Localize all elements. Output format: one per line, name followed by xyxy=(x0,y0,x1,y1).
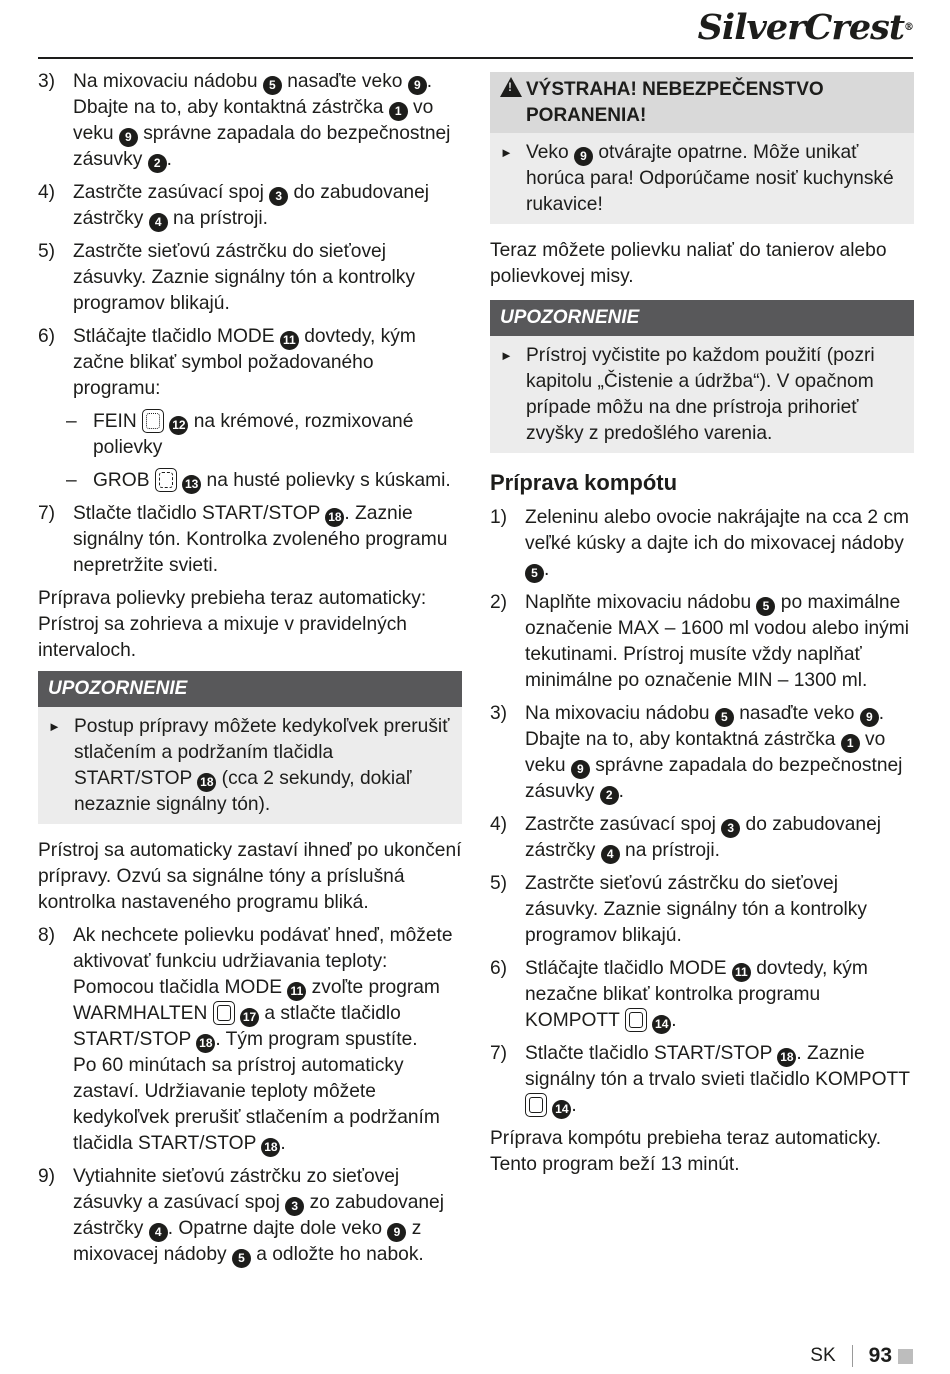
callout-number: 9 xyxy=(119,128,138,147)
callout-number: 13 xyxy=(182,475,201,494)
callout-number: 4 xyxy=(149,1223,168,1242)
callout-number: 5 xyxy=(263,76,282,95)
arrow-bullet-icon: ► xyxy=(48,719,61,734)
callout-number: 2 xyxy=(148,154,167,173)
paragraph: Teraz môžete polievku naliať do tanierov alebo polievkovej misy. xyxy=(490,240,887,287)
paragraph: Príprava kompótu prebieha teraz automaticky. Tento program beží 13 minút. xyxy=(490,1128,882,1175)
warning-triangle-icon xyxy=(500,77,522,97)
sub-list-item: – FEIN 12 na krémové, rozmixované polievky xyxy=(66,411,414,458)
page-marker-square xyxy=(898,1349,913,1364)
sub-list-item: – GROB 13 na husté polievky s kúskami. xyxy=(66,468,462,494)
notice-box: UPOZORNENIE ► Prístroj vyčistite po každom použití (pozri kapitolu „Čistenie a údržba“). V opačnom prípade môžu na dne prístroja prihorieť zvyšky z predošlého varenia. xyxy=(490,300,914,453)
notice-title: UPOZORNENIE xyxy=(38,671,462,707)
list-item: 7) Stlačte tlačidlo START/STOP 18 . Zaznie signálny tón. Kontrolka zvoleného programu nepretržite svieti. xyxy=(38,503,448,576)
callout-number: 12 xyxy=(169,416,188,435)
list-item: 2) Naplňte mixovaciu nádobu 5 po maximálne označenie MAX – 1600 ml vodou alebo inými tekutinami. Prístroj musíte vždy naplňať minimálne po označenie MIN – 1300 ml. xyxy=(490,592,909,691)
callout-number: 18 xyxy=(196,1034,215,1053)
header-rule xyxy=(38,57,913,59)
callout-number: 17 xyxy=(240,1008,259,1027)
page-number: 93 xyxy=(868,1344,892,1367)
callout-number: 18 xyxy=(197,773,216,792)
grob-program-icon xyxy=(155,468,177,492)
callout-number: 11 xyxy=(287,982,306,1001)
kompott-program-icon xyxy=(625,1008,647,1032)
callout-number: 9 xyxy=(408,76,427,95)
callout-number: 9 xyxy=(860,708,879,727)
callout-number: 1 xyxy=(841,734,860,753)
callout-number: 4 xyxy=(601,845,620,864)
warmhalten-program-icon xyxy=(213,1001,235,1025)
list-item: 5) Zastrčte sieťovú zástrčku do sieťovej zásuvky. Zaznie signálny tón a kontrolky programov blikajú. xyxy=(490,873,867,946)
list-item: 8) Ak nechcete polievku podávať hneď, môžete aktivovať funkciu udržiavania teploty: Pomocou tlačidla MODE 11 zvoľte program WARMHALTEN 17 a stlačte tlačidlo START/STOP 18 . Tým program spustíte. Po 60 minútach sa prístroj automaticky zastaví. Udržiavanie teploty môžete kedykoľvek prerušiť stlačením a podržaním tlačidla START/STOP 18 . xyxy=(38,923,462,1157)
paragraph: Príprava polievky prebieha teraz automaticky: Prístroj sa zohrieva a mixuje v pravidelných intervaloch. xyxy=(38,588,427,661)
list-item: 4) Zastrčte zasúvací spoj 3 do zabudovanej zástrčky 4 na prístroji. xyxy=(490,812,914,864)
footer-divider xyxy=(852,1345,853,1367)
notice-title: UPOZORNENIE xyxy=(490,300,914,336)
callout-number: 18 xyxy=(261,1138,280,1157)
callout-number: 2 xyxy=(600,786,619,805)
list-item: 3) Na mixovaciu nádobu 5 nasaďte veko 9 . Dbajte na to, aby kontaktná zástrčka 1 vo veku 9 správne zapadala do bezpečnostnej zásuvky 2 . xyxy=(38,69,462,173)
list-item: 6) Stláčajte tlačidlo MODE 11 dovtedy, kým nezačne blikať kontrolka programu KOMPOTT 14 . xyxy=(490,956,914,1034)
section-heading: Príprava kompótu xyxy=(490,470,678,495)
list-item: 1) Zeleninu alebo ovocie nakrájajte na cca 2 cm veľké kúsky a dajte ich do mixovacej nádoby 5 . xyxy=(490,505,914,583)
list-item: 9) Vytiahnite sieťovú zástrčku zo sieťovej zásuvky a zasúvací spoj 3 zo zabudovanej zástrčky 4 . Opatrne dajte dole veko 9 z mixovacej nádoby 5 a odložte ho nabok. xyxy=(38,1164,462,1268)
callout-number: 1 xyxy=(389,102,408,121)
list-item: 5) Zastrčte sieťovú zástrčku do sieťovej zásuvky. Zaznie signálny tón a kontrolky programov blikajú. xyxy=(38,241,415,314)
brand-logo: SilverCrest® xyxy=(697,7,913,48)
arrow-bullet-icon: ► xyxy=(500,145,513,160)
callout-number: 18 xyxy=(777,1048,796,1067)
callout-number: 11 xyxy=(280,331,299,350)
callout-number: 5 xyxy=(232,1249,251,1268)
callout-number: 9 xyxy=(571,760,590,779)
kompott-program-icon xyxy=(525,1093,547,1117)
list-item: 4) Zastrčte zasúvací spoj 3 do zabudovanej zástrčky 4 na prístroji. xyxy=(38,180,462,232)
language-code: SK xyxy=(810,1345,836,1366)
callout-number: 5 xyxy=(715,708,734,727)
callout-number: 4 xyxy=(149,213,168,232)
list-item: 7) Stlačte tlačidlo START/STOP 18 . Zaznie signálny tón a trvalo svieti tlačidlo KOMPOTT 14 . xyxy=(490,1041,914,1119)
callout-number: 5 xyxy=(756,597,775,616)
callout-number: 5 xyxy=(525,564,544,583)
callout-number: 14 xyxy=(652,1015,671,1034)
list-item: 3) Na mixovaciu nádobu 5 nasaďte veko 9 . Dbajte na to, aby kontaktná zástrčka 1 vo veku 9 správne zapadala do bezpečnostnej zásuvky 2 . xyxy=(490,701,914,805)
right-column xyxy=(490,69,914,1185)
callout-number: 3 xyxy=(721,819,740,838)
callout-number: 3 xyxy=(285,1197,304,1216)
callout-number: 9 xyxy=(574,147,593,166)
warning-box: !VÝSTRAHA! NEBEZPEČENSTVO PORANENIA! ► Veko 9 otvárajte opatrne. Môže unikať horúca para! Odporúčame nosiť kuchynské rukavice! xyxy=(490,72,914,224)
notice-box: UPOZORNENIE ► Postup prípravy môžete kedykoľvek prerušiť stlačením a podržaním tlačidla START/STOP 18 (cca 2 sekundy, dokiaľ nezaznie signálny tón). xyxy=(38,671,462,824)
callout-number: 3 xyxy=(269,187,288,206)
left-column xyxy=(38,69,462,1275)
list-item: 6) Stláčajte tlačidlo MODE 11 dovtedy, kým začne blikať symbol požadovaného programu: xyxy=(38,326,416,399)
callout-number: 9 xyxy=(387,1223,406,1242)
callout-number: 18 xyxy=(325,508,344,527)
fein-program-icon xyxy=(142,409,164,433)
page-footer xyxy=(810,1343,913,1369)
callout-number: 14 xyxy=(552,1100,571,1119)
callout-number: 11 xyxy=(732,963,751,982)
arrow-bullet-icon: ► xyxy=(500,348,513,363)
warning-title: VÝSTRAHA! NEBEZPEČENSTVO PORANENIA! xyxy=(526,79,824,126)
paragraph: Prístroj sa automaticky zastaví ihneď po ukončení prípravy. Ozvú sa signálne tóny a príslušná kontrolka nastaveného programu bliká. xyxy=(38,840,462,913)
